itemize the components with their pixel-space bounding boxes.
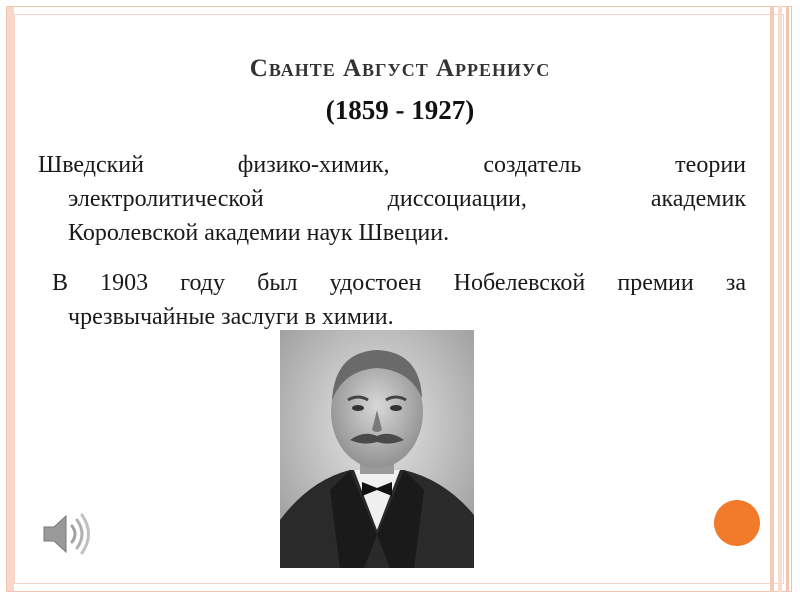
slide-years: (1859 - 1927) (325, 95, 475, 125)
biography-line: электролитической диссоциации, академик (68, 186, 746, 212)
nobel-line: В 1903 году был удостоен Нобелевской премии за (52, 270, 746, 296)
biography-paragraph (38, 148, 746, 250)
biography-line: Королевской академии наук Швеции. (68, 220, 450, 246)
slide-title: Сванте Август Аррениус (249, 55, 551, 82)
speaker-icon[interactable] (40, 510, 92, 558)
biography-line: Шведский физико-химик, создатель теории (38, 152, 746, 178)
portrait-illustration (280, 330, 474, 568)
frame-right-stripe (786, 6, 789, 592)
portrait-photo (280, 330, 474, 568)
speaker-icon (40, 510, 92, 558)
decorative-orange-circle (714, 500, 760, 546)
nobel-line: чрезвычайные заслуги в химии. (68, 304, 394, 330)
frame-right-stripe (770, 6, 774, 592)
nobel-paragraph (52, 266, 746, 334)
frame-right-stripe (778, 6, 782, 592)
